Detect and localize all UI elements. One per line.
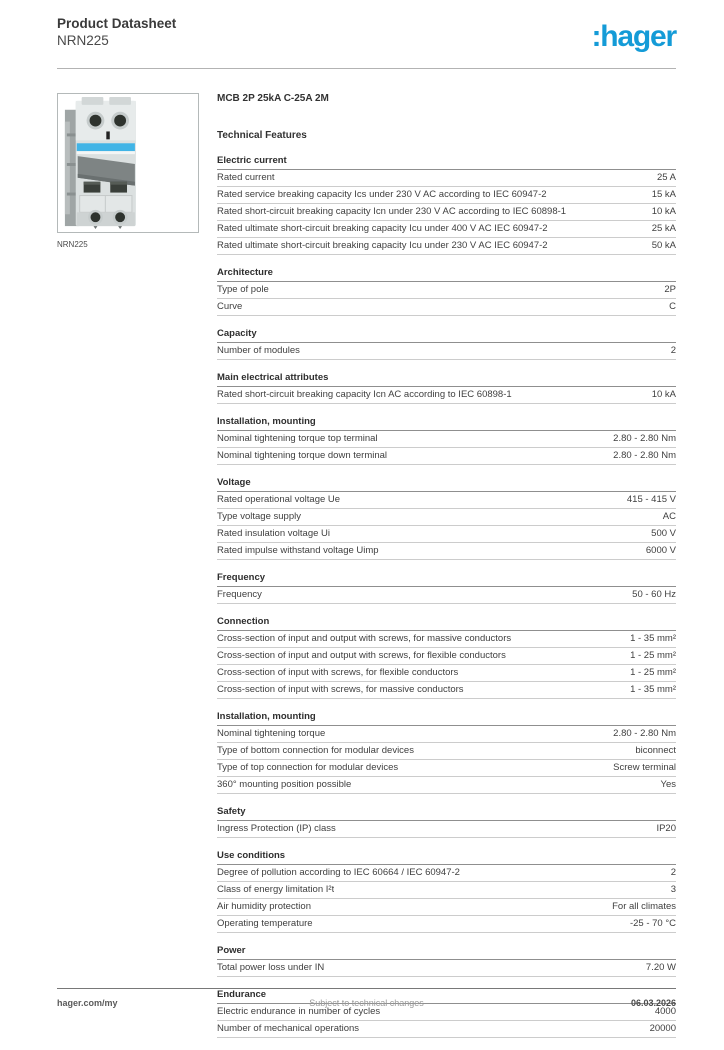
spec-label: Type voltage supply xyxy=(217,511,301,522)
spec-row xyxy=(217,743,676,760)
spec-label: Rated short-circuit breaking capacity Icn AC according to IEC 60898-1 xyxy=(217,389,512,400)
spec-value: 10 kA xyxy=(651,206,676,217)
spec-row xyxy=(217,960,676,977)
spec-label: Rated short-circuit breaking capacity Icn under 230 V AC according to IEC 60898-1 xyxy=(217,206,567,217)
spec-label: Cross-section of input and output with screws, for flexible conductors xyxy=(217,650,506,661)
spec-label: Frequency xyxy=(217,589,262,600)
spec-value: 6000 V xyxy=(645,545,676,556)
product-image xyxy=(57,93,199,233)
section-title: Connection xyxy=(217,616,676,631)
spec-row xyxy=(217,282,676,299)
sections xyxy=(217,155,676,1038)
spec-label: Cross-section of input with screws, for flexible conductors xyxy=(217,667,459,678)
spec-value: Yes xyxy=(660,779,676,790)
spec-row xyxy=(217,448,676,465)
spec-row xyxy=(217,821,676,838)
spec-row xyxy=(217,387,676,404)
spec-row xyxy=(217,760,676,777)
image-caption: NRN225 xyxy=(57,240,88,249)
spec-section xyxy=(217,267,676,316)
spec-section xyxy=(217,328,676,360)
spec-row xyxy=(217,899,676,916)
spec-row xyxy=(217,682,676,699)
spec-value: 2.80 - 2.80 Nm xyxy=(613,433,676,444)
spec-section xyxy=(217,711,676,794)
section-title: Frequency xyxy=(217,572,676,587)
spec-row xyxy=(217,587,676,604)
spec-value: 1 - 25 mm² xyxy=(630,650,676,661)
spec-row xyxy=(217,221,676,238)
spec-label: Rated ultimate short-circuit breaking capacity Icu under 230 V AC IEC 60947-2 xyxy=(217,240,548,251)
spec-label: Rated ultimate short-circuit breaking capacity Icu under 400 V AC IEC 60947-2 xyxy=(217,223,548,234)
spec-row xyxy=(217,204,676,221)
spec-label: Nominal tightening torque top terminal xyxy=(217,433,378,444)
footer-website-link[interactable]: hager.com/my xyxy=(57,998,118,1008)
footer-content xyxy=(57,998,676,1008)
spec-value: 25 A xyxy=(656,172,676,183)
spec-value: 15 kA xyxy=(651,189,676,200)
spec-value: 1 - 35 mm² xyxy=(630,684,676,695)
spec-label: Rated insulation voltage Ui xyxy=(217,528,331,539)
spec-value: 2P xyxy=(664,284,676,295)
spec-label: Total power loss under IN xyxy=(217,962,325,973)
spec-value: 500 V xyxy=(651,528,676,539)
section-title: Endurance xyxy=(217,989,676,1004)
spec-label: Type of pole xyxy=(217,284,269,295)
spec-value: For all climates xyxy=(612,901,676,912)
spec-row xyxy=(217,526,676,543)
spec-value: 2.80 - 2.80 Nm xyxy=(613,728,676,739)
section-title: Main electrical attributes xyxy=(217,372,676,387)
spec-label: Curve xyxy=(217,301,243,312)
spec-row xyxy=(217,343,676,360)
header-divider xyxy=(57,68,676,69)
section-title: Power xyxy=(217,945,676,960)
spec-label: Number of mechanical operations xyxy=(217,1023,360,1034)
product-figure xyxy=(57,93,217,249)
page-footer xyxy=(57,988,676,1008)
spec-row xyxy=(217,665,676,682)
page-header xyxy=(57,16,676,52)
spec-value: 4000 xyxy=(654,1006,676,1017)
spec-label: 360° mounting position possible xyxy=(217,779,352,790)
spec-value: 10 kA xyxy=(651,389,676,400)
spec-row xyxy=(217,509,676,526)
spec-value: 415 - 415 V xyxy=(626,494,676,505)
spec-value: IP20 xyxy=(656,823,676,834)
spec-value: 2 xyxy=(670,345,676,356)
spec-label: Cross-section of input with screws, for massive conductors xyxy=(217,684,464,695)
spec-value: 3 xyxy=(670,884,676,895)
spec-row xyxy=(217,631,676,648)
header-titles xyxy=(57,16,176,50)
spec-value: 2.80 - 2.80 Nm xyxy=(613,450,676,461)
spec-value: C xyxy=(669,301,676,312)
spec-label: Rated service breaking capacity Ics under 230 V AC according to IEC 60947-2 xyxy=(217,189,547,200)
section-title: Installation, mounting xyxy=(217,711,676,726)
section-title: Installation, mounting xyxy=(217,416,676,431)
main-content xyxy=(57,93,676,1050)
spec-value: -25 - 70 °C xyxy=(629,918,676,929)
spec-section xyxy=(217,850,676,933)
spec-label: Rated impulse withstand voltage Uimp xyxy=(217,545,379,556)
spec-value: 7.20 W xyxy=(645,962,676,973)
spec-row xyxy=(217,187,676,204)
spec-value: 20000 xyxy=(649,1023,676,1034)
spec-value: 50 - 60 Hz xyxy=(632,589,676,600)
spec-label: Electric endurance in number of cycles xyxy=(217,1006,381,1017)
spec-value: 1 - 25 mm² xyxy=(630,667,676,678)
spec-value: 50 kA xyxy=(651,240,676,251)
spec-value: 2 xyxy=(670,867,676,878)
spec-label: Rated current xyxy=(217,172,275,183)
spec-label: Ingress Protection (IP) class xyxy=(217,823,336,834)
section-title: Safety xyxy=(217,806,676,821)
technical-features-heading: Technical Features xyxy=(217,130,307,141)
spec-value: AC xyxy=(662,511,676,522)
product-name: MCB 2P 25kA C-25A 2M xyxy=(217,93,329,104)
product-reference: NRN225 xyxy=(57,32,109,48)
spec-row xyxy=(217,726,676,743)
spec-section xyxy=(217,806,676,838)
spec-row xyxy=(217,648,676,665)
spec-label: Degree of pollution according to IEC 60664 / IEC 60947-2 xyxy=(217,867,460,878)
spec-section xyxy=(217,372,676,404)
spec-section xyxy=(217,572,676,604)
spec-row xyxy=(217,431,676,448)
spec-row xyxy=(217,777,676,794)
spec-label: Nominal tightening torque xyxy=(217,728,326,739)
spec-label: Type of top connection for modular devices xyxy=(217,762,399,773)
spec-value: Screw terminal xyxy=(613,762,676,773)
section-title: Use conditions xyxy=(217,850,676,865)
spec-label: Cross-section of input and output with screws, for massive conductors xyxy=(217,633,512,644)
spec-label: Air humidity protection xyxy=(217,901,311,912)
spec-label: Type of bottom connection for modular devices xyxy=(217,745,414,756)
spec-label: Rated operational voltage Ue xyxy=(217,494,341,505)
circuit-breaker-illustration xyxy=(58,94,198,232)
spec-row xyxy=(217,543,676,560)
spec-row xyxy=(217,299,676,316)
spec-label: Number of modules xyxy=(217,345,300,356)
spec-section xyxy=(217,416,676,465)
footer-disclaimer: Subject to technical changes xyxy=(309,998,424,1008)
section-title: Voltage xyxy=(217,477,676,492)
spec-section xyxy=(217,477,676,560)
section-title: Architecture xyxy=(217,267,676,282)
spec-row xyxy=(217,238,676,255)
spec-row xyxy=(217,170,676,187)
specs-column xyxy=(217,93,676,1050)
document-title: Product Datasheet xyxy=(57,16,177,31)
spec-value: biconnect xyxy=(635,745,676,756)
spec-label: Nominal tightening torque down terminal xyxy=(217,450,388,461)
spec-row xyxy=(217,865,676,882)
section-title: Electric current xyxy=(217,155,676,170)
spec-label: Class of energy limitation I²t xyxy=(217,884,335,895)
spec-section xyxy=(217,945,676,977)
spec-section xyxy=(217,616,676,699)
footer-date: 06.03.2026 xyxy=(630,998,676,1008)
hager-logo: :hager xyxy=(591,20,676,53)
spec-row xyxy=(217,492,676,509)
spec-value: 25 kA xyxy=(651,223,676,234)
spec-row xyxy=(217,882,676,899)
spec-section xyxy=(217,155,676,255)
spec-label: Operating temperature xyxy=(217,918,313,929)
section-title: Capacity xyxy=(217,328,676,343)
spec-value: 1 - 35 mm² xyxy=(630,633,676,644)
spec-row xyxy=(217,916,676,933)
